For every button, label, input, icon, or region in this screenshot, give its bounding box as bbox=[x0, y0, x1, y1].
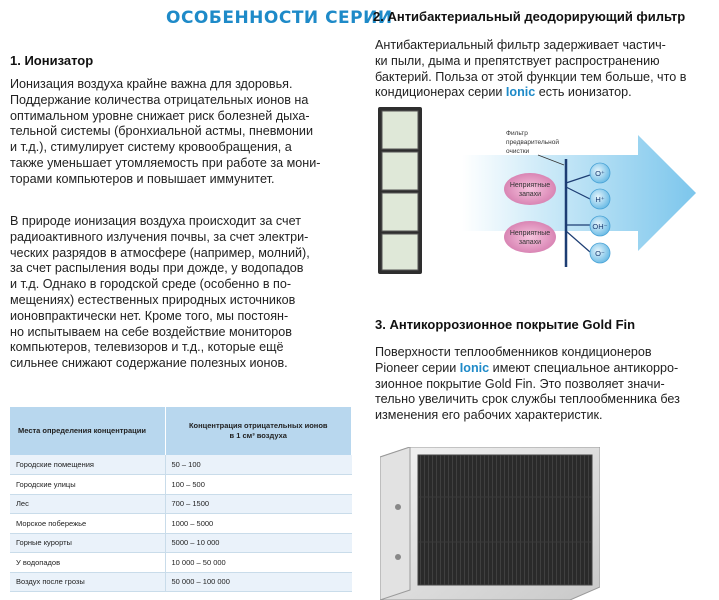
odor-label: запахи bbox=[518, 191, 542, 198]
text-line: изменения его рабочих характеристик. bbox=[375, 408, 603, 423]
table-cell-value: 50 – 100 bbox=[165, 455, 352, 475]
section-3-paragraph bbox=[375, 345, 715, 424]
text-line: и т.д.), стимулирует систему кровообращения, а bbox=[10, 140, 292, 155]
table-row bbox=[10, 494, 352, 514]
text-fragment: есть ионизатор. bbox=[535, 85, 632, 100]
filter-label: очистки bbox=[506, 148, 530, 155]
filter-label: Фильтр bbox=[506, 130, 528, 137]
section-2-title: 2. Антибактериальный деодорирующий фильтр bbox=[373, 9, 686, 24]
table-header-place: Места определения концентрации bbox=[10, 407, 165, 455]
filter-panel bbox=[378, 107, 422, 274]
odor-label: Неприятные bbox=[509, 230, 551, 237]
odor-blob bbox=[504, 173, 556, 205]
ion-concentration-table bbox=[10, 407, 352, 592]
text-line: но испытываем на себе воздействие мониторов bbox=[10, 324, 292, 339]
outdoor-unit-illustration bbox=[380, 447, 600, 600]
odor-label: Неприятные bbox=[509, 182, 551, 189]
table-cell-place: Лес bbox=[10, 494, 165, 514]
table-header-line: в 1 см³ воздуха bbox=[229, 431, 287, 440]
heat-exchanger-fins bbox=[418, 455, 592, 585]
text-line: зионное покрытие Gold Fin. Это позволяет значи- bbox=[375, 376, 665, 391]
table-cell-place: Воздух после грозы bbox=[10, 572, 165, 592]
table-row bbox=[10, 455, 352, 475]
ion-circle bbox=[590, 216, 610, 236]
text-line: также уменьшает утомляемость при работе за мони- bbox=[10, 155, 321, 170]
section-3-title: 3. Антикоррозионное покрытие Gold Fin bbox=[375, 317, 636, 332]
text-line: торами компьютеров и повышает иммунитет. bbox=[10, 171, 275, 186]
text-line: радиоактивного излучения почвы, за счет электри- bbox=[10, 229, 309, 244]
table-row bbox=[10, 553, 352, 573]
table-cell-value: 10 000 – 50 000 bbox=[165, 553, 352, 573]
table-cell-value: 700 – 1500 bbox=[165, 494, 352, 514]
table-cell-place: Морское побережье bbox=[10, 514, 165, 534]
text-line: ионовпрактически нет. Кроме того, мы постоян- bbox=[10, 308, 289, 323]
brand-ionic: Ionic bbox=[459, 360, 490, 375]
text-line: ки пыли, дыма и препятствует распространению bbox=[375, 53, 660, 68]
text-line: Поддержание количества отрицательных ионов на bbox=[10, 92, 309, 107]
table-cell-place: Городские улицы bbox=[10, 475, 165, 495]
text-line: тельно увеличить срок службы теплообменника без bbox=[375, 392, 680, 407]
table-cell-place: Горные курорты bbox=[10, 533, 165, 553]
table-header-concentration bbox=[165, 407, 352, 455]
table-cell-value: 1000 – 5000 bbox=[165, 514, 352, 534]
text-line: ческих разрядов в атмосфере (например, молний), bbox=[10, 245, 310, 260]
ion-circle bbox=[590, 243, 610, 263]
text-line: тельной системы (бронхиальной астмы, пневмонии bbox=[10, 124, 313, 139]
table-header-row bbox=[10, 407, 352, 455]
ion-label: O⁻ bbox=[595, 249, 605, 258]
section-1-paragraph-1 bbox=[10, 77, 355, 188]
text-line: Антибактериальный фильтр задерживает частич- bbox=[375, 38, 666, 52]
filter-label: предварительной bbox=[506, 139, 559, 146]
table-cell-value: 50 000 – 100 000 bbox=[165, 572, 352, 592]
text-line: сильнее снижают содержание полезных ионов. bbox=[10, 356, 288, 371]
text-fragment: имеют специальное антикорро- bbox=[489, 360, 679, 375]
odor-blob bbox=[504, 221, 556, 253]
section-2-paragraph bbox=[375, 38, 715, 101]
section-1-paragraph-2 bbox=[10, 214, 355, 372]
ion-label: OH⁻ bbox=[592, 222, 608, 231]
text-fragment: кондиционерах серии bbox=[375, 85, 506, 100]
table-row bbox=[10, 572, 352, 592]
text-fragment: Pioneer серии bbox=[375, 360, 460, 375]
text-line: оптимальном уровне снижает риск болезней дыха- bbox=[10, 108, 310, 123]
text-line: за счет распыления воды при дожде, у водопадов bbox=[10, 261, 304, 276]
text-line bbox=[375, 361, 715, 377]
table-cell-value: 5000 – 10 000 bbox=[165, 533, 352, 553]
text-line bbox=[375, 85, 715, 101]
text-line: компьютеров, телевизоров и т.д., которые ещё bbox=[10, 340, 284, 355]
text-line: бактерий. Польза от этой функции тем больше, что в bbox=[375, 69, 687, 84]
table-cell-place: У водопадов bbox=[10, 553, 165, 573]
page-title: ОСОБЕННОСТИ СЕРИИ bbox=[166, 8, 393, 28]
table-header-line: Концентрация отрицательных ионов bbox=[188, 421, 328, 430]
text-line: и т.д. Однако в городской среде (особенно в по- bbox=[10, 277, 292, 292]
table-row bbox=[10, 475, 352, 495]
table-cell-value: 100 – 500 bbox=[165, 475, 352, 495]
text-line: Ионизация воздуха крайне важна для здоровья. bbox=[10, 77, 293, 91]
brand-ionic: Ionic bbox=[505, 85, 536, 100]
ion-label: H⁺ bbox=[595, 195, 605, 204]
ion-circle bbox=[590, 189, 610, 209]
ion-label: O⁺ bbox=[595, 169, 605, 178]
table-row bbox=[10, 533, 352, 553]
outdoor-unit-case bbox=[380, 447, 600, 600]
text-line: мещениях) естественных природных источников bbox=[10, 292, 296, 307]
section-1-title: 1. Ионизатор bbox=[10, 53, 94, 68]
ion-circle bbox=[590, 163, 610, 183]
table-row bbox=[10, 514, 352, 534]
table-cell-place: Городские помещения bbox=[10, 455, 165, 475]
text-line: Поверхности теплообменников кондиционеров bbox=[375, 345, 652, 359]
text-line: В природе ионизация воздуха происходит за счет bbox=[10, 214, 301, 228]
filter-illustration bbox=[378, 107, 718, 275]
odor-label: запахи bbox=[518, 239, 542, 246]
